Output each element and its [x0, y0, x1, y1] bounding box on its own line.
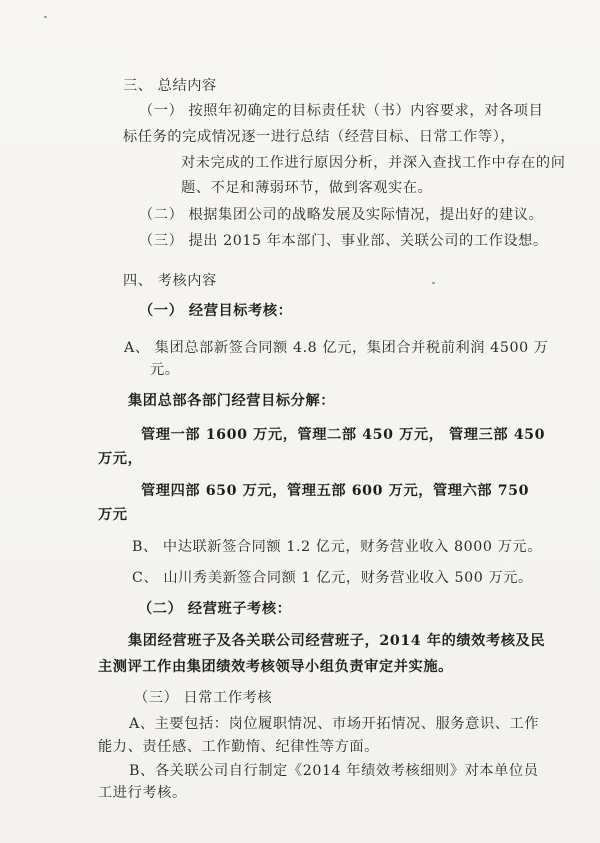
breakdown-row-1: 管理一部 1600 万元，管理二部 450 万元， 管理三部 450: [141, 427, 546, 443]
subsection-3-a-line-1: A、主要包括：岗位履职情况、市场开拓情况、服务意识、工作: [129, 716, 540, 732]
item-a-line-1: A、 集团总部新签合同额 4.8 亿元，集团合并税前利润 4500 万: [124, 340, 549, 356]
section-3-heading: 三、 总结内容: [123, 78, 217, 94]
subsection-2-line-2: 主测评工作由集团绩效考核领导小组负责审定并实施。: [98, 659, 453, 675]
scan-speck: [44, 16, 47, 18]
subsection-3-b-line-2: 工进行考核。: [98, 785, 187, 801]
breakdown-row-1-continuation: 万元，: [98, 451, 143, 467]
subsection-3-a-line-2: 能力、责任感、工作勤惰、纪律性等方面。: [98, 739, 379, 755]
breakdown-row-2-continuation: 万元: [98, 507, 128, 523]
section-3-item-3: （三） 提出 2015 年本部门、事业部、关联公司的工作设想。: [139, 233, 548, 249]
section-3-item-1-line-2: 标任务的完成情况逐一进行总结（经营目标、日常工作等），: [123, 129, 516, 145]
item-a-line-2: 元。: [150, 362, 180, 378]
subsection-3-title: （三） 日常工作考核: [134, 690, 273, 706]
section-4-heading: 四、 考核内容: [123, 273, 217, 289]
item-c: C、 山川秀美新签合同额 1 亿元，财务营业收入 500 万元。: [132, 570, 533, 586]
subsection-1-title: （一） 经营目标考核：: [139, 303, 293, 319]
scan-speck: [432, 282, 435, 284]
item-b: B、 中达联新签合同额 1.2 亿元，财务营业收入 8000 万元。: [132, 539, 542, 555]
breakdown-title: 集团总部各部门经营目标分解：: [128, 393, 336, 409]
subsection-2-title: （二） 经营班子考核：: [138, 601, 292, 617]
section-3-item-1-line-3: 对未完成的工作进行原因分析，并深入查找工作中存在的问: [181, 155, 566, 171]
subsection-2-line-1: 集团经营班子及各关联公司经营班子，2014 年的绩效考核及民: [128, 633, 546, 649]
section-3-item-1-line-1: （一） 按照年初确定的目标责任状（书）内容要求，对各项目: [139, 103, 544, 119]
section-3-item-1-line-4: 题、不足和薄弱环节，做到客观实在。: [181, 180, 433, 196]
section-3-item-2: （二） 根据集团公司的战略发展及实际情况，提出好的建议。: [139, 207, 544, 223]
breakdown-row-2: 管理四部 650 万元，管理五部 600 万元，管理六部 750: [141, 483, 530, 499]
subsection-3-b-line-1: B、各关联公司自行制定《2014 年绩效考核细则》对本单位员: [129, 763, 539, 779]
